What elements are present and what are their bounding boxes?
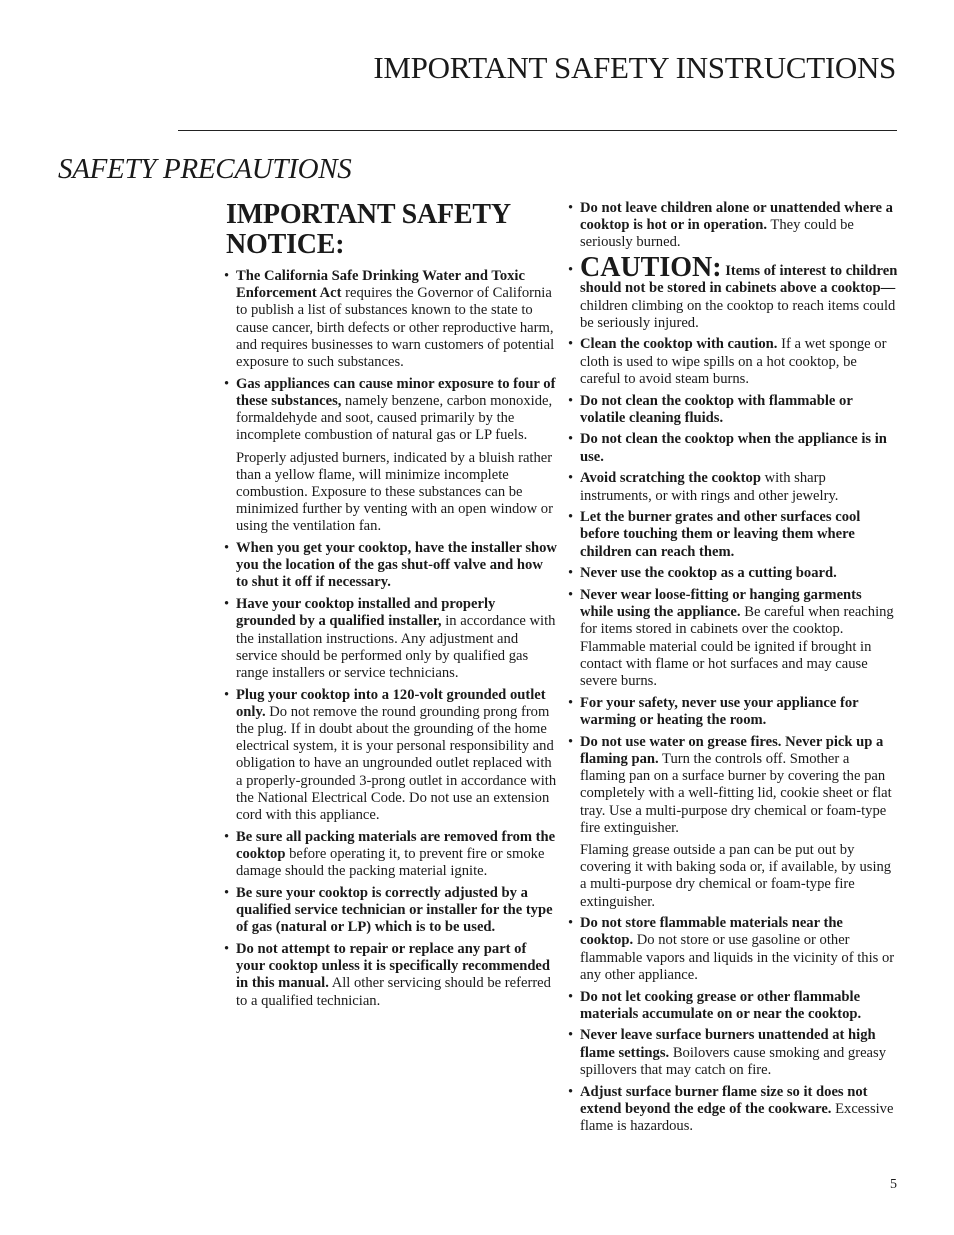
- item-bold-text: Do not attempt to repair or replace any part of your cooktop unless it is specifically recommended in this manual.: [236, 941, 551, 992]
- item-paragraph: [236, 885, 558, 937]
- safety-item: [224, 540, 558, 592]
- item-paragraph: [580, 1027, 898, 1079]
- item-paragraph: [580, 470, 898, 504]
- safety-item: [568, 336, 898, 388]
- item-paragraph: [580, 989, 898, 1023]
- item-bold-text: Be sure all packing materials are removed from the cooktop: [236, 828, 556, 862]
- item-paragraph: [580, 1084, 898, 1136]
- header-rule: [178, 130, 897, 131]
- safety-item: [568, 1027, 898, 1079]
- safety-item: [568, 470, 898, 504]
- item-bold-text: Do not clean the cooktop when the appliance is in use.: [580, 431, 887, 465]
- safety-item: [568, 915, 898, 984]
- left-column: [224, 200, 558, 1014]
- item-bold-text: When you get your cooktop, have the installer show you the location of the gas shut-off valve and how to shut it off if necessary.: [236, 540, 557, 591]
- item-paragraph: [236, 268, 558, 371]
- safety-item: [568, 565, 898, 582]
- item-text: Do not store or use gasoline or other flammable vapors and liquids in the vicinity of this or any other appliance.: [580, 932, 895, 983]
- caution-label: CAUTION:: [580, 252, 722, 284]
- caution-bold-text: Items of interest to children should not be stored in cabinets above a cooktop—: [580, 263, 898, 297]
- item-bold-text: Plug your cooktop into a 120-volt grounded outlet only.: [236, 686, 546, 720]
- item-bold-text: Do not let cooking grease or other flammable materials accumulate on or near the cooktop.: [580, 988, 862, 1022]
- bullet: •: [568, 565, 574, 582]
- item-paragraph: [580, 915, 898, 984]
- bullet: •: [568, 470, 574, 487]
- right-column: [568, 200, 898, 1140]
- caution-paragraph: [580, 252, 898, 332]
- safety-item: [568, 431, 898, 465]
- page-number: 5: [890, 1177, 897, 1192]
- item-bold-text: Be sure your cooktop is correctly adjusted by a qualified service technician or installer for the type of gas (natural or LP) which is to be used.: [236, 884, 553, 936]
- safety-item: [224, 376, 558, 536]
- safety-item: [568, 509, 898, 561]
- item-paragraph: [580, 200, 898, 252]
- item-extra-paragraph: Flaming grease outside a pan can be put out by covering it with baking soda or, if available, by using a multi-purpose dry chemical or foam-type fire extinguisher.: [580, 841, 892, 910]
- item-text: in accordance with the installation instructions. Any adjustment and service should be performed only by qualified gas range installers or service technicians.: [236, 613, 556, 681]
- item-paragraph: [580, 431, 898, 465]
- bullet: •: [568, 694, 574, 711]
- item-paragraph: [580, 393, 898, 427]
- safety-item: [224, 829, 558, 881]
- bullet: •: [224, 375, 230, 392]
- bullet: •: [224, 941, 230, 958]
- safety-item: [224, 885, 558, 937]
- bullet: •: [568, 262, 574, 279]
- item-bold-text: Do not store flammable materials near the cooktop.: [580, 915, 843, 949]
- safety-item: [568, 587, 898, 690]
- item-paragraph: [236, 376, 558, 445]
- safety-item: [568, 989, 898, 1023]
- item-text: with sharp instruments, or with rings and other jewelry.: [580, 470, 839, 504]
- item-bold-text: Do not clean the cooktop with flammable or volatile cleaning fluids.: [580, 392, 853, 426]
- bullet: •: [224, 540, 230, 557]
- right-safety-list: [568, 336, 898, 1135]
- bullet: •: [568, 587, 574, 604]
- safety-item: [568, 1084, 898, 1136]
- safety-item: [568, 734, 898, 911]
- safety-item: [224, 268, 558, 371]
- item-bold-text: Have your cooktop installed and properly grounded by a qualified installer,: [236, 596, 496, 630]
- left-safety-list: [224, 268, 558, 1010]
- item-bold-text: For your safety, never use your appliance for warming or heating the room.: [580, 694, 859, 728]
- item-bold-text: Gas appliances can cause minor exposure to four of these substances,: [236, 375, 556, 409]
- bullet: •: [568, 509, 574, 526]
- safety-item: [568, 393, 898, 427]
- item-text: requires the Governor of California to publish a list of substances known to the state to cause cancer, birth defects or other reproductive harm, and requires businesses to warn customers of potential exposure to such substances.: [236, 285, 555, 371]
- item-bold-text: Adjust surface burner flame size so it does not extend beyond the edge of the cookware.: [580, 1083, 868, 1117]
- bullet: •: [568, 336, 574, 353]
- notice-title: IMPORTANT SAFETY NOTICE:: [226, 199, 510, 260]
- item-text: Do not remove the round grounding prong from the plug. If in doubt about the grounding of the home electrical system, it is your personal responsibility and obligation to have an ungrounded outlet replaced with a properly-grounded 3-prong outlet in accordance with the National Electrical Code. Do not use an extension cord with this appliance.: [236, 703, 557, 824]
- item-text: Excessive flame is hazardous.: [580, 1100, 894, 1134]
- item-paragraph: [236, 941, 558, 1010]
- bullet: •: [224, 884, 230, 901]
- safety-item: [224, 596, 558, 682]
- item-paragraph: [580, 509, 898, 561]
- item-paragraph: [236, 596, 558, 682]
- caution-text: children climbing on the cooktop to reach items could be seriously injured.: [580, 297, 896, 331]
- item-bold-text: Clean the cooktop with caution.: [580, 336, 778, 353]
- item-bold-text: Never wear loose-fitting or hanging garments while using the appliance.: [580, 587, 862, 621]
- section-title: SAFETY PRECAUTIONS: [58, 153, 352, 185]
- item-bold-text: Never use the cooktop as a cutting board.: [580, 565, 837, 582]
- item-text: namely benzene, carbon monoxide, formaldehyde and soot, caused primarily by the incomplete combustion of natural gas or LP fuels.: [236, 392, 553, 444]
- item-bold-text: The California Safe Drinking Water and Toxic Enforcement Act: [236, 268, 525, 302]
- safety-item-children-unattended: [568, 200, 898, 252]
- item-text: If a wet sponge or cloth is used to wipe spills on a hot cooktop, be careful to avoid steam burns.: [580, 336, 887, 387]
- item-paragraph: [236, 540, 558, 592]
- item-bold-text: Never leave surface burners unattended at high flame settings.: [580, 1027, 876, 1061]
- item-bold-text: Do not leave children alone or unattended where a cooktop is hot or in operation.: [580, 200, 893, 234]
- page-header-title: IMPORTANT SAFETY INSTRUCTIONS: [373, 50, 896, 85]
- item-paragraph: [580, 565, 898, 582]
- bullet: •: [224, 686, 230, 703]
- bullet: •: [224, 596, 230, 613]
- bullet: •: [568, 915, 574, 932]
- bullet: •: [568, 392, 574, 409]
- bullet: •: [568, 1027, 574, 1044]
- bullet: •: [568, 988, 574, 1005]
- item-text: Boilovers cause smoking and greasy spillovers that may catch on fire.: [580, 1044, 887, 1078]
- safety-item: [224, 941, 558, 1010]
- item-text: Turn the controls off. Smother a flaming pan on a surface burner by covering the pan completely with a well-fitting lid, cookie sheet or flat tray. Use a multi-purpose dry chemical or foam-type fire extinguisher.: [580, 750, 892, 836]
- bullet: •: [568, 1083, 574, 1100]
- bullet: •: [568, 200, 574, 216]
- item-text: before operating it, to prevent fire or smoke damage should the packing material ignite.: [236, 846, 545, 880]
- bullet: •: [224, 268, 230, 284]
- caution-item: [568, 252, 898, 332]
- item-bold-text: Do not use water on grease fires. Never pick up a flaming pan.: [580, 733, 884, 767]
- item-paragraph: [580, 587, 898, 690]
- item-text: Be careful when reaching for items stored in cabinets over the cooktop. Flammable material could be ignited if brought in contact with flame or hot surfaces and may cause severe burns.: [580, 604, 894, 690]
- item-paragraph: [580, 336, 898, 388]
- item-paragraph: [580, 695, 898, 729]
- bullet: •: [568, 733, 574, 750]
- item-paragraph: [236, 829, 558, 881]
- item-bold-text: Let the burner grates and other surfaces cool before touching them or leaving them where children can reach them.: [580, 509, 861, 560]
- item-text: All other servicing should be referred to a qualified technician.: [236, 975, 551, 1009]
- item-text: They could be seriously burned.: [580, 217, 854, 251]
- safety-item: [224, 687, 558, 825]
- bullet: •: [568, 431, 574, 448]
- safety-item: [568, 695, 898, 729]
- bullet: •: [224, 828, 230, 845]
- item-bold-text: Avoid scratching the cooktop: [580, 470, 761, 487]
- item-paragraph: [236, 687, 558, 825]
- item-paragraph: [580, 734, 898, 837]
- item-extra-paragraph: Properly adjusted burners, indicated by a bluish rather than a yellow flame, will minimize incomplete combustion. Exposure to these substances can be minimized further by venting with an open window or using the ventilation fan.: [236, 449, 553, 535]
